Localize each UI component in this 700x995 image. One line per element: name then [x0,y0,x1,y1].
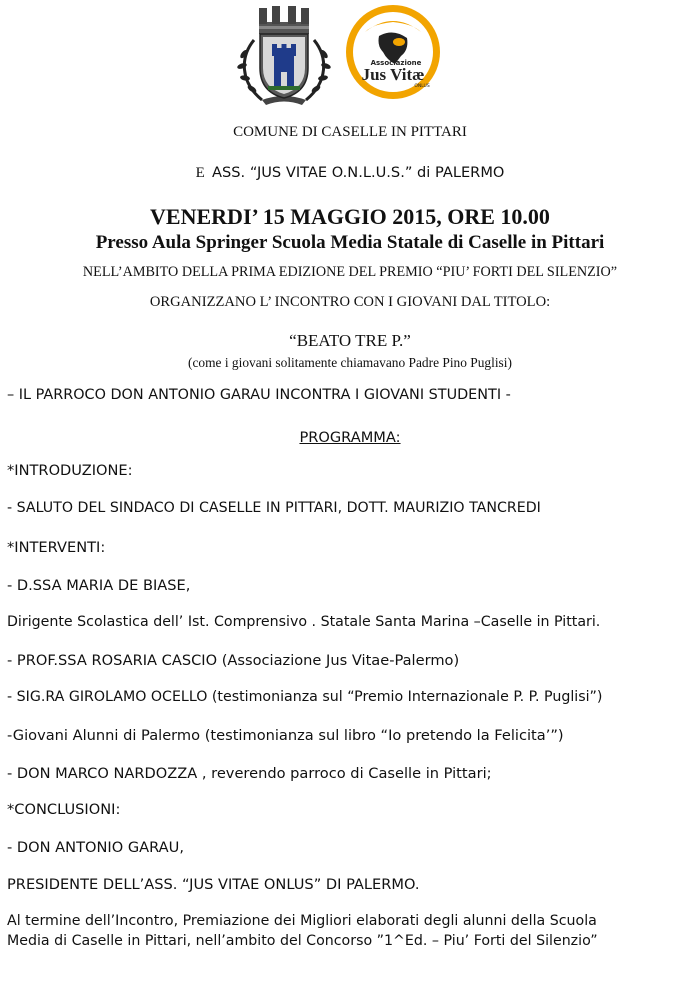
association-sub-label: ONLUS [414,84,430,89]
speaker-garau: - DON ANTONIO GARAU, [7,839,184,856]
organizzano-line: ORGANIZZANO L’ INCONTRO CON I GIOVANI DAL TITOLO: [149,294,551,310]
association-name-label: Jus Vitæ [361,65,425,84]
conclusioni-heading: *CONCLUSIONI: [7,801,121,818]
event-place: Presso Aula Springer Scuola Media Statale di Caselle in Pittari [95,232,605,253]
speaker-giovani: -Giovani Alunni di Palermo (testimonianza sul libro “Io pretendo la Felicita’”) [7,727,564,744]
organizer-association: ASS. “JUS VITAE O.N.L.U.S.” di PALERMO [212,164,505,181]
interventi-heading: *INTERVENTI: [7,539,106,556]
event-title: “BEATO TRE P.” [289,331,411,350]
ambito-line: NELL’AMBITO DELLA PRIMA EDIZIONE DEL PREMIO “PIU’ FORTI DEL SILENZIO” [82,264,618,280]
intro-line: – IL PARROCO DON ANTONIO GARAU INCONTRA I GIOVANI STUDENTI - [7,387,511,403]
organizer-line [0,164,700,182]
saluto-sindaco: - SALUTO DEL SINDACO DI CASELLE IN PITTARI, DOTT. MAURIZIO TANCREDI [7,500,541,516]
closing-note-line-2: Media di Caselle in Pittari, nell’ambito del Concorso ”1^Ed. – Piu’ Forti del Silenzio” [7,933,598,949]
speaker-de-biase-role: Dirigente Scolastica dell’ Ist. Comprensivo . Statale Santa Marina –Caselle in Pittari. [7,614,601,630]
jus-vitae-logo-icon [343,2,443,102]
speaker-ocello: - SIG.RA GIROLAMO OCELLO (testimonianza sul “Premio Internazionale P. P. Puglisi”) [7,689,603,705]
speaker-de-biase: - D.SSA MARIA DE BIASE, [7,577,191,594]
speaker-garau-role: PRESIDENTE DELL’ASS. “JUS VITAE ONLUS” DI PALERMO. [7,876,420,893]
speaker-nardozza: - DON MARCO NARDOZZA , reverendo parroco di Caselle in Pittari; [7,765,492,782]
programma-heading: PROGRAMMA: [299,429,401,446]
comune-title: COMUNE DI CASELLE IN PITTARI [233,124,467,140]
event-date: VENERDI’ 15 MAGGIO 2015, ORE 10.00 [150,204,550,229]
closing-note-line-1: Al termine dell’Incontro, Premiazione dei Migliori elaborati degli alunni della Scuola [7,913,597,929]
coat-of-arms-icon [232,2,336,108]
organizer-e: E [195,165,205,181]
introduzione-heading: *INTRODUZIONE: [7,462,133,479]
event-subtitle: (come i giovani solitamente chiamavano Padre Pino Puglisi) [188,355,512,370]
association-top-label: Associazione [370,59,422,67]
speaker-cascio: - PROF.SSA ROSARIA CASCIO (Associazione Jus Vitae-Palermo) [7,652,460,669]
